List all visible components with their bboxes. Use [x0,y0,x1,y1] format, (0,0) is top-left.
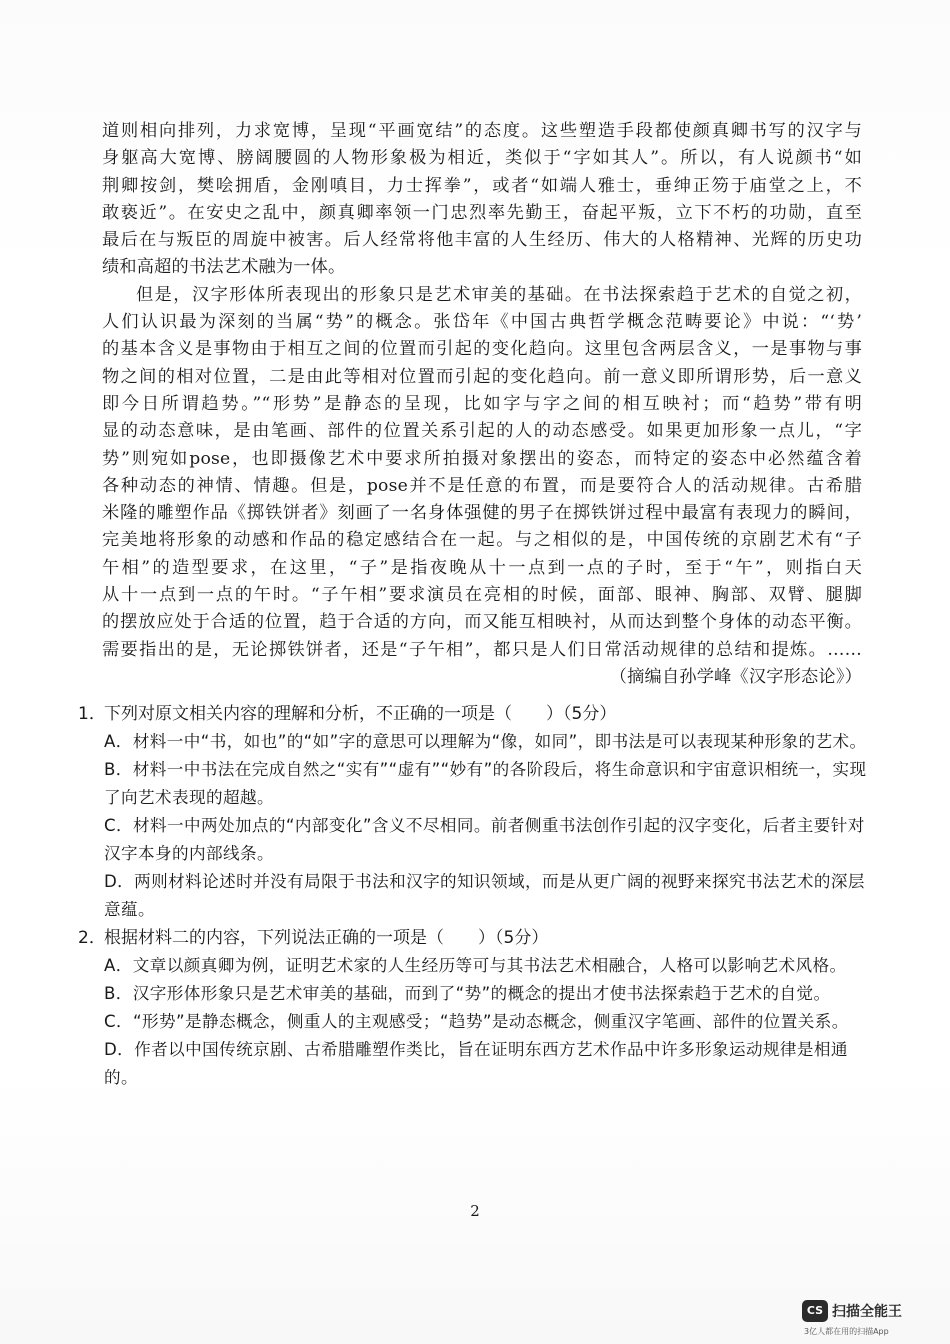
option-text: A．文章以颜真卿为例，证明艺术家的人生经历等可与其书法艺术相融合，人格可以影响艺术风格。 [104,956,847,975]
question-text: 下列对原文相关内容的理解和分析，不正确的一项是（ ）（5分） [104,704,617,724]
scanner-watermark [802,1300,922,1340]
article-line: 的摆放应处于合适的位置，趋于合适的方向，而又能互相映衬，从而达到整个身体的动态平衡。 [102,612,862,633]
option-text: D．作者以中国传统京剧、古希腊雕塑作类比，旨在证明东西方艺术作品中许多形象运动规律是相通的。 [104,1040,848,1087]
article-line: 物之间的相对位置，二是由此等相对位置而引起的变化趋向。前一意义即所谓形势，后一意义 [102,366,862,387]
option-d [78,1036,868,1092]
article-line: 绩和高超的书法艺术融为一体。 [102,257,346,278]
article-line: 但是，汉字形体所表现出的形象只是艺术审美的基础。在书法探索趋于艺术的自觉之初， [136,284,862,305]
article-line: 显的动态意味，是由笔画、部件的位置关系引起的人的动态感受。如果更加形象一点儿，“字 [102,421,862,442]
article-line: 从十一点到一点的午时。“子午相”要求演员在亮相的时候，面部、眼神、胸部、双臂、腿脚 [102,585,862,606]
option-d [78,868,868,924]
option-text: D．两则材料论述时并没有局限于书法和汉字的知识领域，而是从更广阔的视野来探究书法艺术的深层意蕴。 [104,872,865,919]
option-text: C．“形势”是静态概念，侧重人的主观感受；“趋势”是动态概念，侧重汉字笔画、部件的位置关系。 [104,1012,849,1031]
question-stem [78,700,868,728]
watermark-subtitle: 3亿人都在用的扫描App [804,1327,889,1336]
camscanner-logo-icon: CS [802,1300,828,1322]
article-line: 道则相向排列，力求宽博，呈现“平画宽结”的态度。这些塑造手段都使颜真卿书写的汉字与 [102,121,862,141]
question-number: 1． [78,704,106,724]
article-line: 势”则宛如pose，也即摄像艺术中要求所拍摄对象摆出的姿态，而特定的姿态中必然蕴含着 [102,448,862,469]
article-source: （摘编自孙学峰《汉字形态论》） [609,666,862,687]
article-line: 敢亵近”。在安史之乱中，颜真卿率领一门忠烈率先勤王，奋起平叛，立下不朽的功勋，直至 [102,202,862,223]
question-2 [78,924,868,1092]
question-number: 2． [78,928,106,948]
option-text: B．汉字形体形象只是艺术审美的基础，而到了“势”的概念的提出才使书法探索趋于艺术的自觉。 [104,984,831,1003]
option-b [78,756,868,812]
option-a [78,728,868,756]
option-a [78,952,868,980]
option-text: C．材料一中两处加点的“内部变化”含义不尽相同。前者侧重书法创作引起的汉字变化，后者主要针对汉字本身的内部线条。 [104,816,865,863]
article-line: 荆卿按剑，樊哙拥盾，金刚嗔目，力士挥拳”，或者“如端人雅士，垂绅正笏于庙堂之上，不 [102,175,862,196]
article-body [102,118,862,691]
article-line: 的基本含义是事物由于相互之间的位置而引起的变化趋向。这里包含两层含义，一是事物与事 [102,339,862,360]
question-list [78,700,868,1092]
question-stem [78,924,868,952]
article-line: 最后在与叛臣的周旋中被害。后人经常将他丰富的人生经历、伟大的人格精神、光辉的历史功 [102,230,862,251]
article-line: 午相”的造型要求，在这里，“子”是指夜晚从十一点到一点的子时，至于“午”，则指白天 [102,557,862,578]
option-text: B．材料一中书法在完成自然之“实有”“虚有”“妙有”的各阶段后，将生命意识和宇宙意识相统一，实现了向艺术表现的超越。 [104,760,867,807]
article-line: 需要指出的是，无论掷铁饼者，还是“子午相”，都只是人们日常活动规律的总结和提炼。…… [102,639,862,660]
page-number: 2 [470,1202,480,1220]
article-line: 人们认识最为深刻的当属“势”的概念。张岱年《中国古典哲学概念范畴要论》中说：“‘势’ [102,312,862,333]
article-line: 米隆的雕塑作品《掷铁饼者》刻画了一名身体强健的男子在掷铁饼过程中最富有表现力的瞬间， [102,503,862,524]
option-b [78,980,868,1008]
option-text: A．材料一中“书，如也”的“如”字的意思可以理解为“像，如同”，即书法是可以表现某种形象的艺术。 [104,732,867,751]
question-1 [78,700,868,924]
option-c [78,1008,868,1036]
article-line: 各种动态的神情、情趣。但是，pose并不是任意的布置，而是要符合人的活动规律。古希腊 [102,475,862,496]
watermark-name: 扫描全能王 [832,1304,902,1320]
article-line: 身躯高大宽博、膀阔腰圆的人物形象极为相近，类似于“字如其人”。所以，有人说颜书“如 [102,148,862,169]
option-c [78,812,868,868]
article-line: 即今日所谓趋势。”“形势”是静态的呈现，比如字与字之间的相互映衬；而“趋势”带有明 [102,393,862,414]
article-line: 完美地将形象的动感和作品的稳定感结合在一起。与之相似的是，中国传统的京剧艺术有“子 [102,530,862,551]
question-text: 根据材料二的内容，下列说法正确的一项是（ ）（5分） [104,928,549,948]
